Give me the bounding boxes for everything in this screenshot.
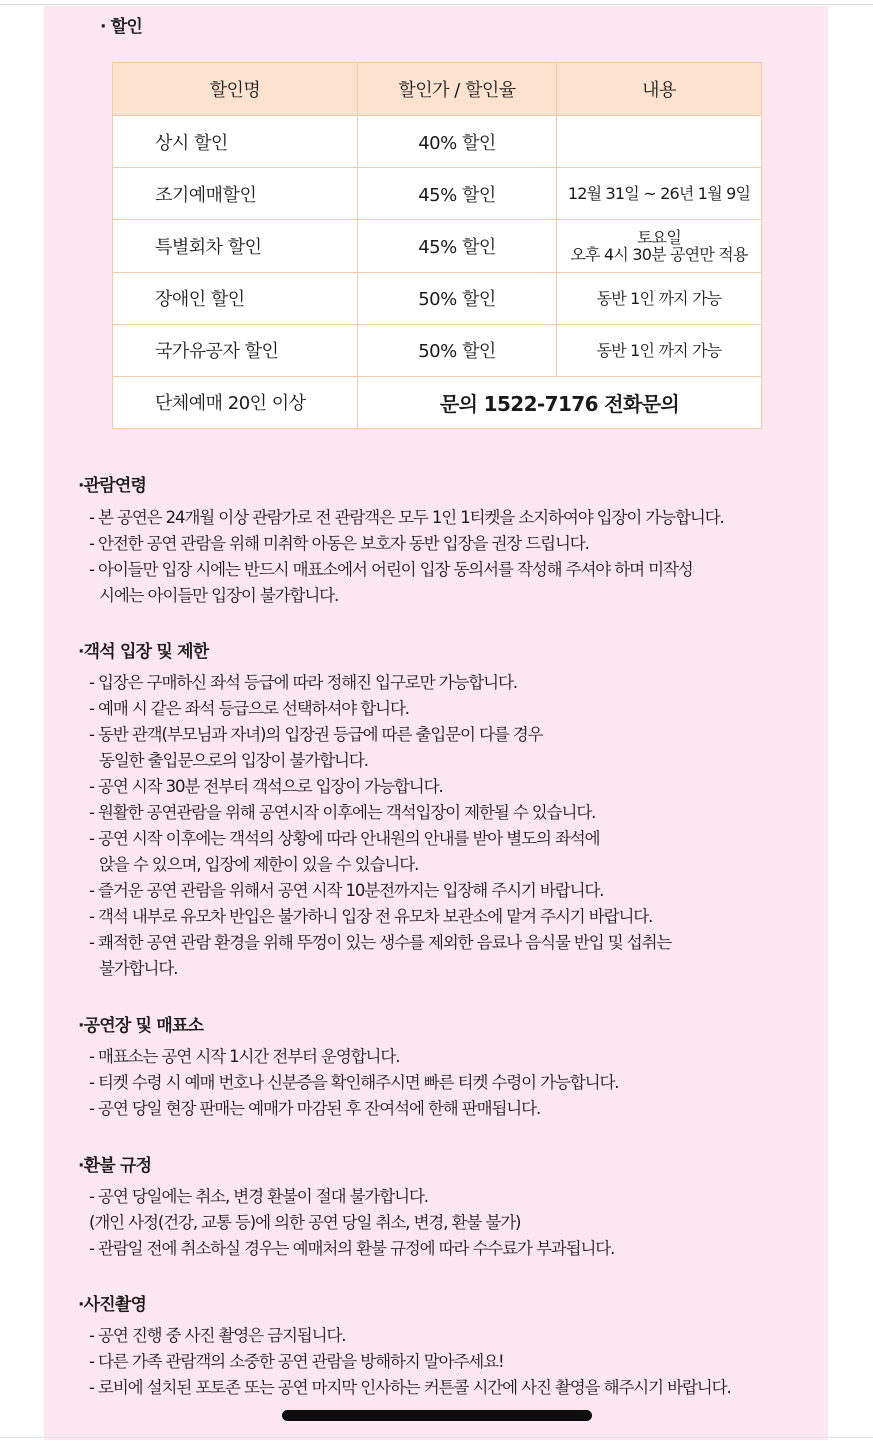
list-item: - 예매 시 같은 좌석 등급으로 선택하셔야 합니다. [89, 699, 409, 718]
discount-name: 단체예매 20인 이상 [113, 376, 358, 428]
phone-inquiry: 문의 1522-7176 전화문의 [358, 376, 762, 428]
discount-note-line: 토요일 [637, 227, 681, 247]
table-row [113, 220, 762, 272]
discount-note: 동반 1인 까지 가능 [557, 324, 762, 376]
list-item: - 공연 당일에는 취소, 변경 환불이 절대 불가합니다. [89, 1187, 428, 1206]
discount-heading: · 할인 [100, 17, 143, 37]
discount-note [557, 220, 762, 272]
refund-policy-list [89, 1184, 614, 1262]
list-item: - 공연 시작 이후에는 객석의 상황에 따라 안내원의 안내를 받아 별도의 좌석에 [89, 829, 600, 848]
list-item: - 안전한 공연 관람을 위해 미취학 아동은 보호자 동반 입장을 권장 드립니다. [89, 534, 589, 553]
list-item: - 공연 당일 현장 판매는 예매가 마감된 후 잔여석에 한해 판매됩니다. [89, 1099, 541, 1118]
discount-table [112, 62, 762, 429]
discount-name: 상시 할인 [113, 116, 358, 168]
discount-rate: 50% 할인 [358, 272, 557, 324]
column-header: 할인명 [113, 63, 358, 116]
discount-note: 12월 31일 ~ 26년 1월 9일 [557, 168, 762, 220]
list-item: - 공연 시작 30분 전부터 객석으로 입장이 가능합니다. [89, 777, 443, 796]
top-divider [0, 4, 873, 5]
list-item: - 즐거운 공연 관람을 위해서 공연 시작 10분전까지는 입장해 주시기 바랍니다. [89, 881, 604, 900]
discount-rate: 45% 할인 [358, 220, 557, 272]
table-row [113, 116, 762, 168]
list-item: - 다른 가족 관람객의 소중한 공연 관람을 방해하지 말아주세요! [89, 1352, 504, 1371]
list-item: - 동반 관객(부모님과 자녀)의 입장권 등급에 따른 출입문이 다를 경우 [89, 725, 543, 744]
age-policy-list [89, 505, 724, 609]
list-item: - 티켓 수령 시 예매 번호나 신분증을 확인해주시면 빠른 티켓 수령이 가능합니다. [89, 1073, 619, 1092]
list-item: - 관람일 전에 취소하실 경우는 예매처의 환불 규정에 따라 수수료가 부과됩니다. [89, 1239, 615, 1258]
table-row [113, 376, 762, 428]
list-item [89, 956, 671, 982]
table-header-row [113, 63, 762, 116]
list-item [89, 852, 671, 878]
list-item: - 원활한 공연관람을 위해 공연시작 이후에는 객석입장이 제한될 수 있습니다. [89, 803, 596, 822]
seating-policy-list [89, 670, 671, 982]
photo-policy-list [89, 1323, 731, 1401]
discount-rate: 45% 할인 [358, 168, 557, 220]
bottom-divider [0, 1437, 873, 1438]
discount-note [557, 116, 762, 168]
home-indicator[interactable] [282, 1410, 592, 1421]
list-item: - 로비에 설치된 포토존 또는 공연 마지막 인사하는 커튼콜 시간에 사진 촬영을 해주시기 바랍니다. [89, 1378, 731, 1397]
list-item-continuation: 동일한 출입문으로의 입장이 불가합니다. [99, 751, 368, 770]
table-row [113, 272, 762, 324]
list-item: - 본 공연은 24개월 이상 관람가로 전 관람객은 모두 1인 1티켓을 소지하여야 입장이 가능합니다. [89, 508, 724, 527]
discount-name: 조기예매할인 [113, 168, 358, 220]
seating-policy-heading: ·객석 입장 및 제한 [78, 642, 209, 662]
list-item [89, 583, 724, 609]
discount-name: 국가유공자 할인 [113, 324, 358, 376]
discount-note: 동반 1인 까지 가능 [557, 272, 762, 324]
list-item-continuation: 앉을 수 있으며, 입장에 제한이 있을 수 있습니다. [99, 855, 419, 874]
list-item: - 아이들만 입장 시에는 반드시 매표소에서 어린이 입장 동의서를 작성해 주셔야 하며 미작성 [89, 560, 693, 579]
list-item: - 공연 진행 중 사진 촬영은 금지됩니다. [89, 1326, 346, 1345]
refund-policy-heading: ·환불 규정 [78, 1156, 152, 1176]
venue-box-office-heading: ·공연장 및 매표소 [78, 1016, 204, 1036]
list-item: - 쾌적한 공연 관람 환경을 위해 뚜껑이 있는 생수를 제외한 음료나 음식물 반입 및 섭취는 [89, 933, 672, 952]
list-item: - 입장은 구매하신 좌석 등급에 따라 정해진 입구로만 가능합니다. [89, 673, 517, 692]
discount-rate: 50% 할인 [358, 324, 557, 376]
list-item-continuation: 불가합니다. [99, 959, 178, 978]
age-policy-heading: ·관람연령 [78, 476, 147, 496]
list-item: - 객석 내부로 유모차 반입은 불가하니 입장 전 유모차 보관소에 맡겨 주시기 바랍니다. [89, 907, 653, 926]
photo-policy-heading: ·사진촬영 [78, 1295, 147, 1315]
list-item: - 매표소는 공연 시작 1시간 전부터 운영합니다. [89, 1047, 400, 1066]
list-item: (개인 사정(건강, 교통 등)에 의한 공연 당일 취소, 변경, 환불 불가) [89, 1213, 521, 1232]
list-item-continuation: 시에는 아이들만 입장이 불가합니다. [99, 586, 339, 605]
column-header: 내용 [557, 63, 762, 116]
column-header: 할인가 / 할인율 [358, 63, 557, 116]
discount-name: 특별회차 할인 [113, 220, 358, 272]
table-row [113, 168, 762, 220]
discount-name: 장애인 할인 [113, 272, 358, 324]
discount-note-line: 오후 4시 30분 공연만 적용 [570, 244, 748, 264]
venue-box-office-list [89, 1044, 618, 1122]
discount-rate: 40% 할인 [358, 116, 557, 168]
table-row [113, 324, 762, 376]
list-item [89, 748, 671, 774]
